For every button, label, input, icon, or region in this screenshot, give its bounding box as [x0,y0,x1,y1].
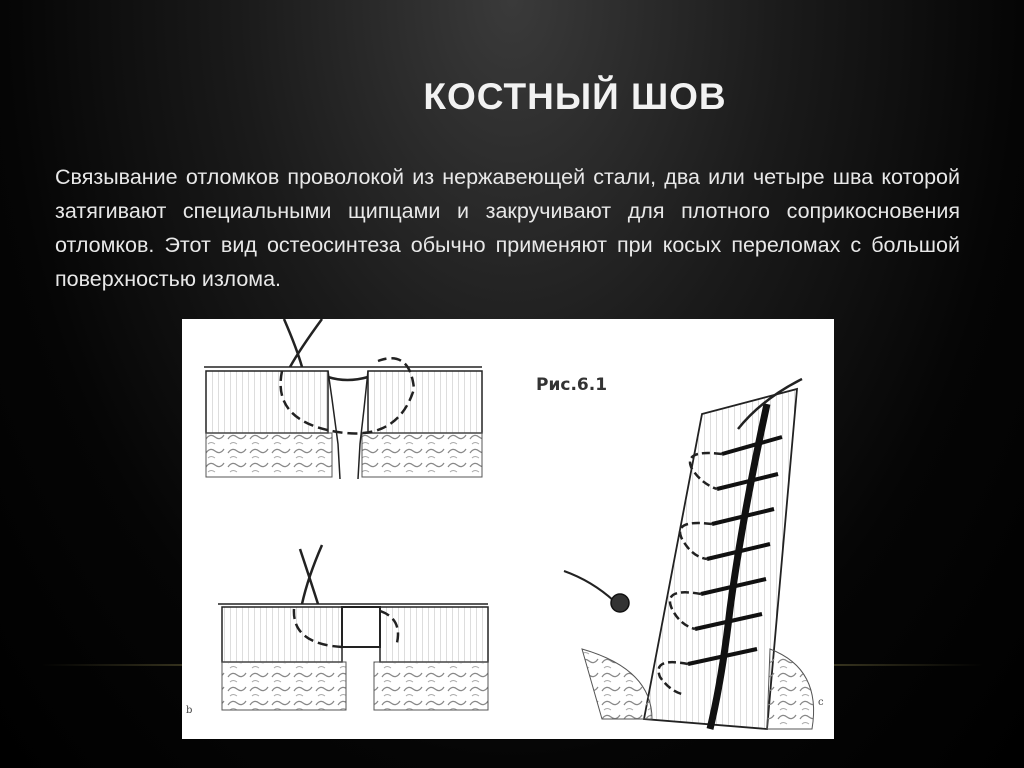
diagram-top [204,319,482,479]
diagram-bottom [218,545,488,710]
diagram-oblique-fracture [564,379,814,729]
bone-suture-illustration [182,319,834,739]
slide-body-text: Связывание отломков проволокой из нержавеющей стали, два или четыре шва которой затягивают специальными щипцами и закручивают для плотного соприкосновения отломков. Этот вид остеосинтеза обычно применяют при косых переломах с большой поверхностью излома. [55,165,960,291]
slide-title: КОСТНЫЙ ШОВ [423,76,727,117]
illustration-drawing [182,319,834,739]
panel-label-c: c [818,697,824,708]
panel-label-b: b [186,705,193,716]
figure-caption: Рис.6.1 [536,375,608,395]
